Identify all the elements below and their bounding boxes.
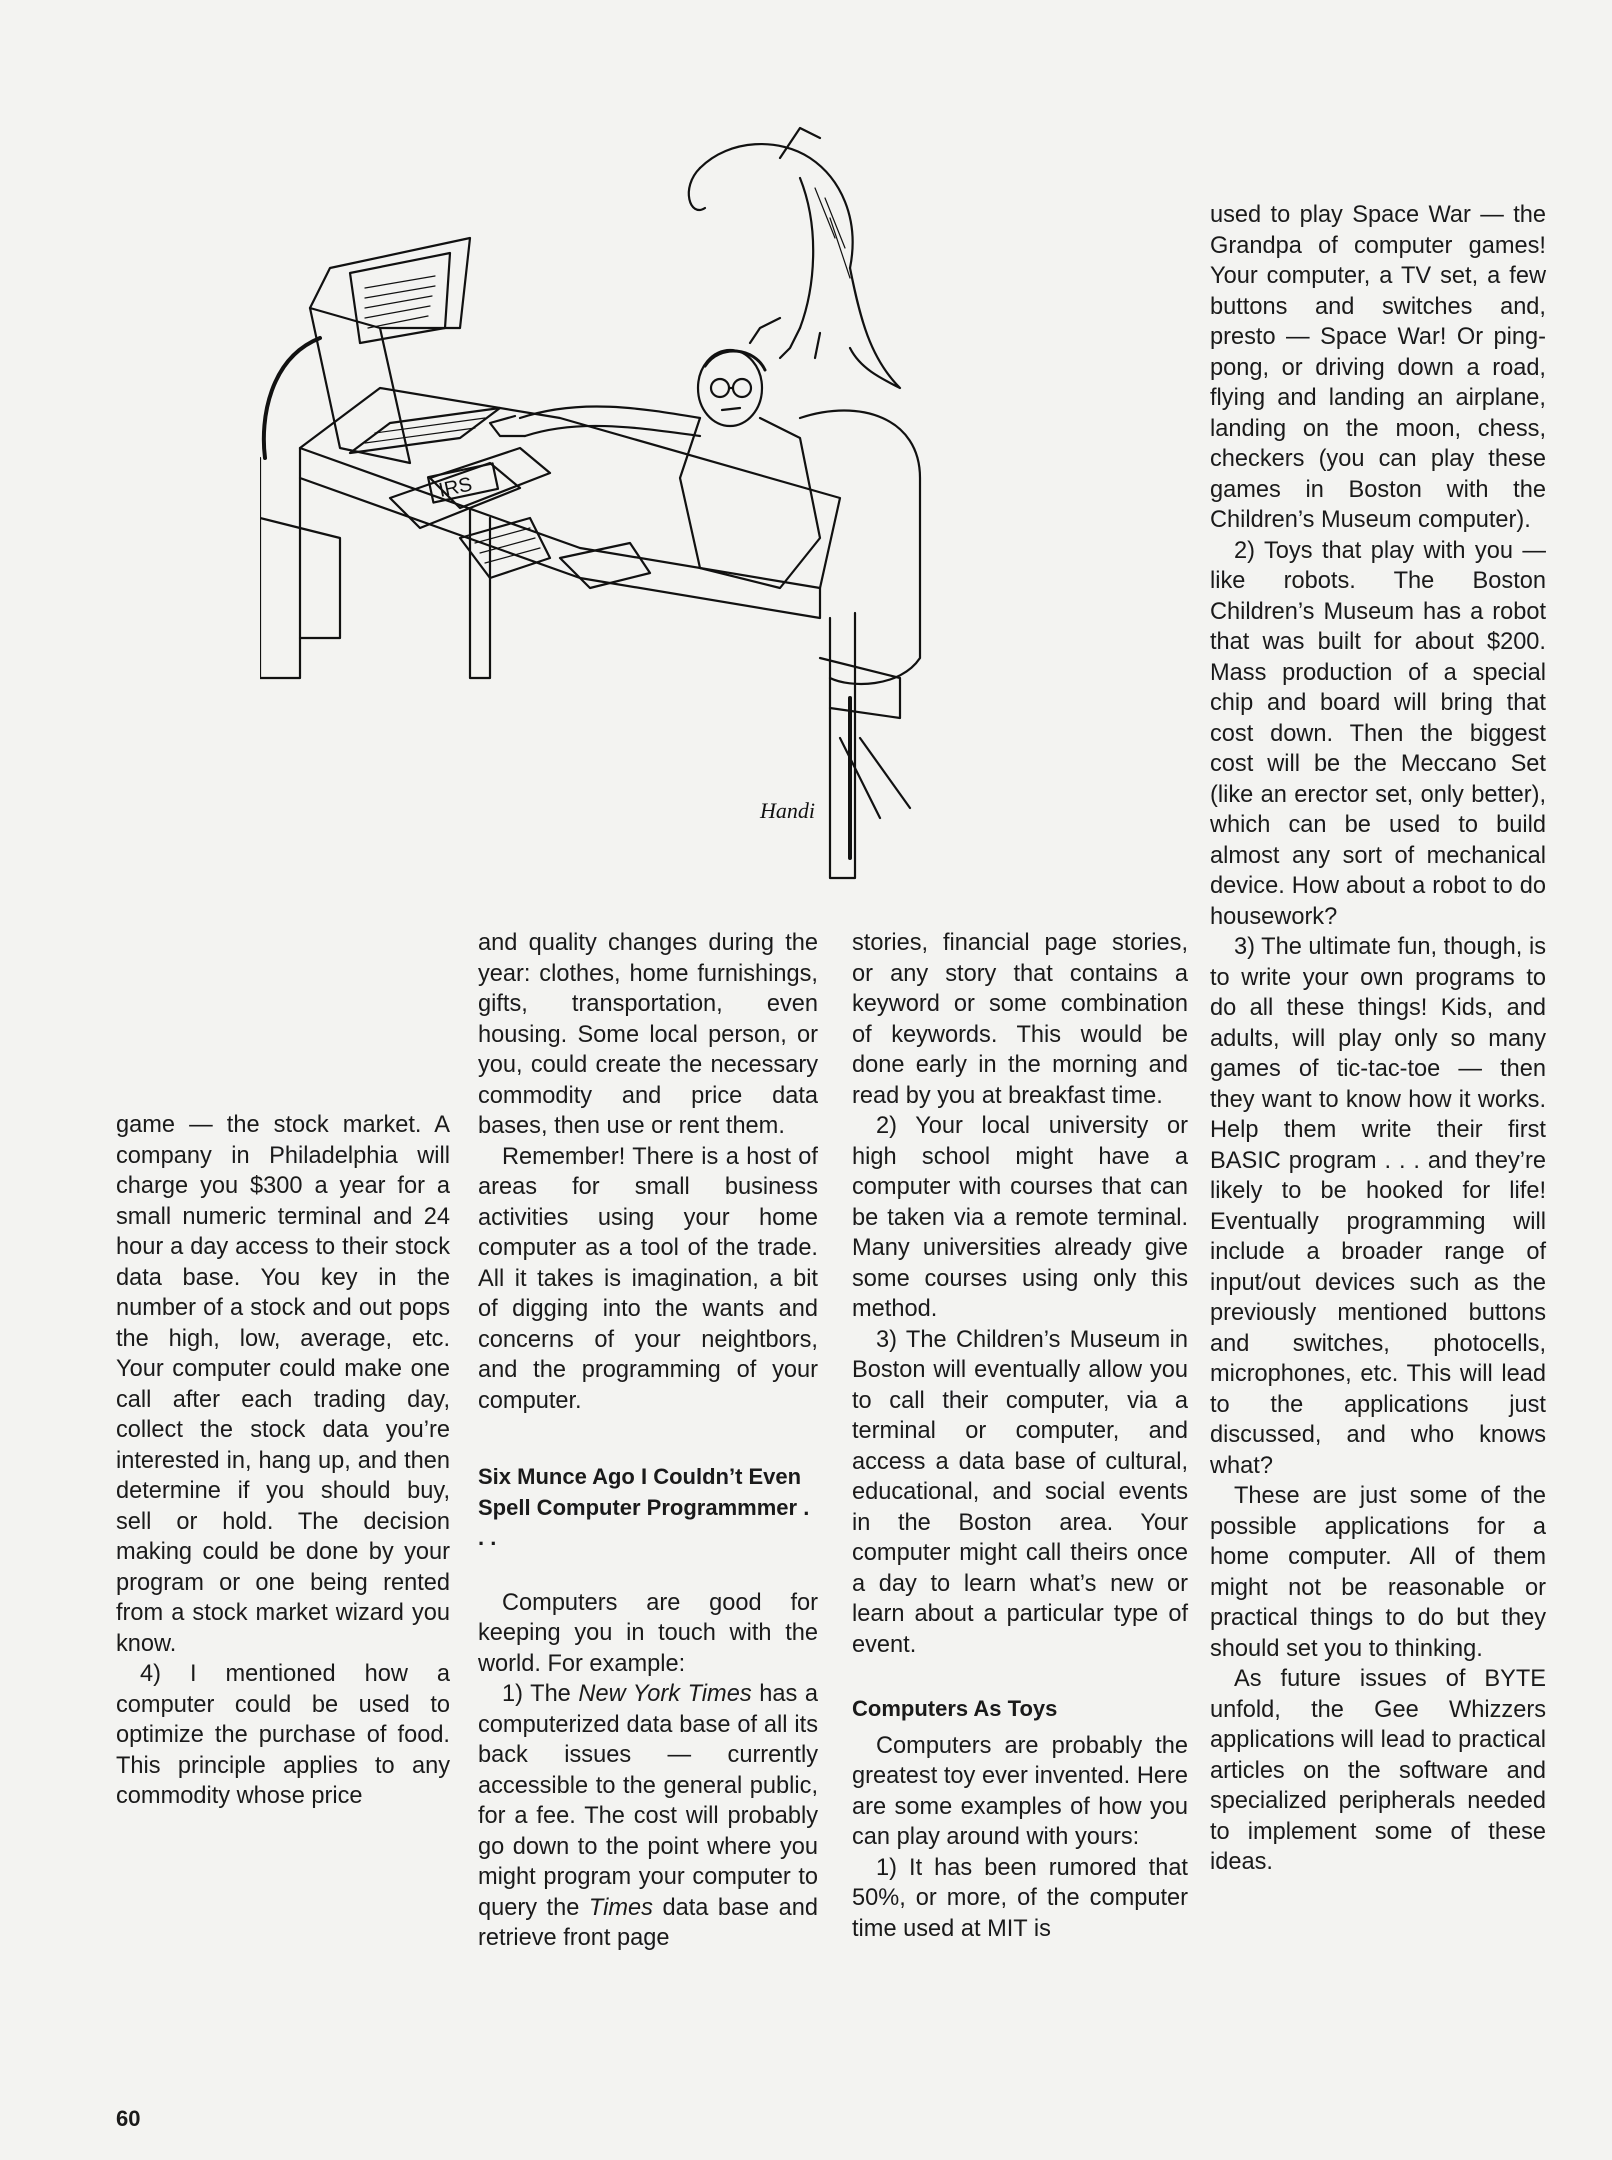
col3-paragraph-4: Computers are probably the greatest toy ever invented. Here are some examples of how you can play around with yours: (852, 1732, 1188, 1850)
col3-paragraph-5: 1) It has been rumored that 50%, or more, of the computer time used at MIT is (852, 1854, 1188, 1942)
col2-p4-pre: 1) The (502, 1681, 579, 1707)
col3-paragraph-2: 2) Your local university or high school might have a computer with courses that can be taken via a remote terminal. Many universities already give some courses using only this method. (852, 1113, 1188, 1322)
col2-paragraph-1: and quality changes during the year: clothes, home furnishings, gifts, transportation, even housing. Some local person, or you, could create the necessary commodity and price data bases, then use or rent them. (478, 930, 818, 1139)
col1-paragraph-2: 4) I mentioned how a computer could be used to optimize the purchase of food. This principle applies to any commodity whose price (116, 1661, 450, 1809)
col3-paragraph-1: stories, financial page stories, or any story that contains a keyword or some combination of keywords. This would be done early in the morning and read by you at breakfast time. (852, 930, 1188, 1109)
col4-paragraph-5: As future issues of BYTE unfold, the Gee Whizzers applications will lead to practical articles on the software and specialized peripherals needed to implement some of these ideas. (1210, 1666, 1546, 1875)
section-heading-six-munce: Six Munce Ago I Couldn’t Even Spell Computer Programmmer . . . (478, 1464, 810, 1550)
page-number: 60 (116, 2106, 141, 2131)
col2-paragraph-3: Computers are good for keeping you in touch with the world. For example: (478, 1589, 818, 1677)
artist-signature: Handi (760, 798, 815, 823)
section-heading-computers-as-toys: Computers As Toys (852, 1696, 1058, 1721)
col3-paragraph-3: 3) The Children’s Museum in Boston will eventually allow you to call their computer, via a terminal or computer, and access a data base of cultural, educational, and social events in the Boston area. Your computer might call theirs once a day to learn what’s new or learn about a particular type of event. (852, 1326, 1188, 1658)
irs-paper-label: IRS (436, 473, 475, 502)
column-1 (116, 1110, 450, 1812)
column-2 (478, 928, 818, 1954)
col4-paragraph-2: 2) Toys that play with you — like robots. The Boston Children’s Museum has a robot that was built for about $200. Mass production of a special chip and board will bring that cost down. Then the biggest cost will be the Meccano Set (like an erector set, only better), which can be used to build almost any sort of mechanical device. How about a robot to do housework? (1210, 537, 1546, 930)
col4-paragraph-1: used to play Space War — the Grandpa of computer games! Your computer, a TV set, a few buttons and switches and, presto — Space War! Or ping-pong, or driving down a road, flying and landing an airplane, landing on the moon, chess, checkers (you can play these games in Boston with the Children’s Museum computer). (1210, 202, 1546, 533)
col2-p4-em1: New York Times (578, 1681, 752, 1707)
column-3 (852, 928, 1188, 1944)
cartoon-illustration (260, 118, 960, 918)
column-4 (1210, 200, 1546, 1878)
col2-p4-mid: has a computerized data base of all its back issues — currently accessible to the general public, for a fee. The cost will probably go down to the point where you might program your computer to query the (478, 1681, 818, 1921)
col2-p4-post: data base and retrieve front page (478, 1894, 818, 1951)
col1-paragraph-1: game — the stock market. A company in Philadelphia will charge you $300 a year for a small numeric terminal and 24 hour a day access to their stock data base. You key in the number of a stock and out pops the high, low, average, etc. Your computer could make one call after each trading day, collect the stock data you’re interested in, hang up, and then determine if you should buy, sell or hold. The decision making could be done by your program or one being rented from a stock market wizard you know. (116, 1112, 450, 1657)
col4-paragraph-3: 3) The ultimate fun, though, is to write your own programs to do all these things! Kids, and adults, will play only so many games of tic-tac-toe — then they want to know how it works. Help them write their first BASIC program . . . and they’re likely to be hooked for life! Eventually programming will include a broader range of input/out devices such as the previously mentioned buttons and switches, photocells, microphones, etc. This will lead to the applications just discussed, and who knows what? (1210, 934, 1546, 1479)
col2-paragraph-2: Remember! There is a host of areas for small business activities using your home computer as a tool of the trade. All it takes is imagination, a bit of digging into the wants and concerns of your neightbors, and the programming of your computer. (478, 1143, 818, 1414)
col4-paragraph-4: These are just some of the possible applications for a home computer. All of them might not be reasonable or practical things to do but they should set you to thinking. (1210, 1483, 1546, 1662)
col2-paragraph-4 (478, 1679, 818, 1954)
col2-p4-em2: Times (588, 1894, 653, 1921)
